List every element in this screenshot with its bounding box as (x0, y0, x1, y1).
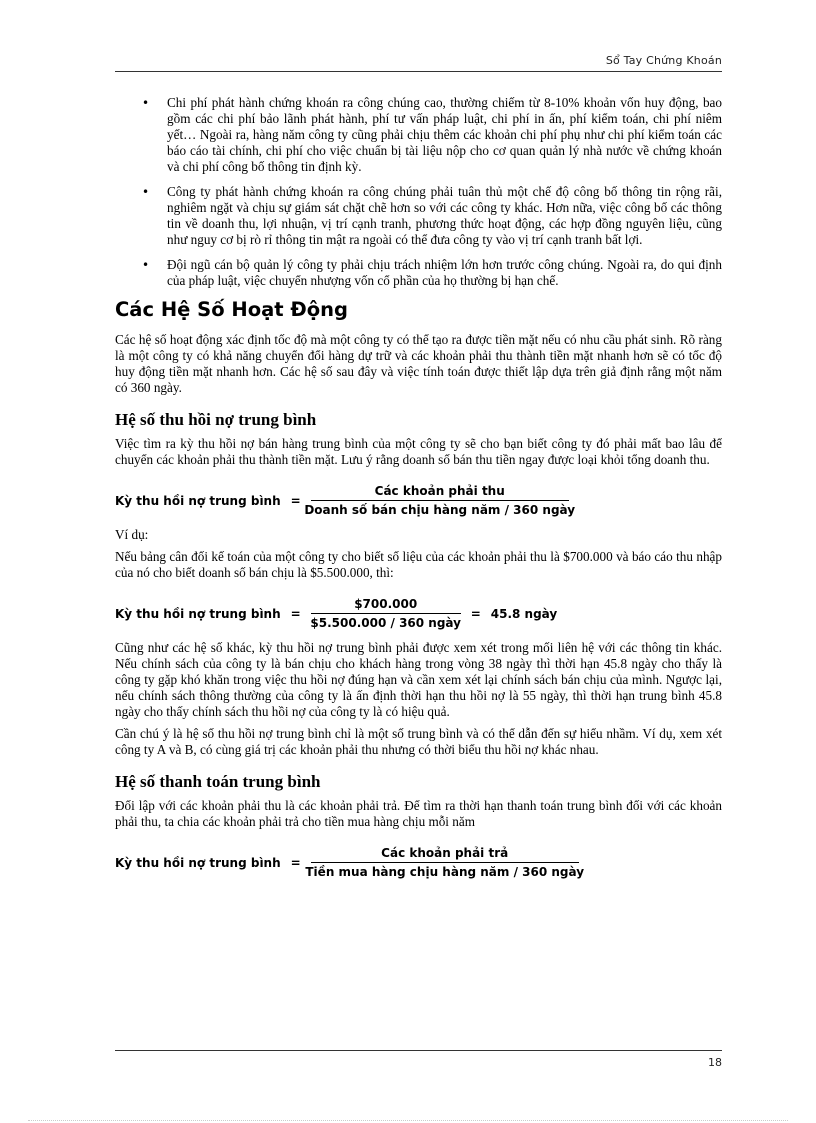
page-number: 18 (708, 1056, 722, 1069)
formula-numerator: Các khoản phải thu (311, 484, 569, 501)
formula-lhs: Kỳ thu hồi nợ trung bình (115, 493, 281, 508)
example-label: Ví dụ: (115, 527, 149, 542)
footer-divider (115, 1050, 722, 1051)
bullet-icon: • (142, 258, 150, 272)
list-item-text: Chi phí phát hành chứng khoán ra công chúng cao, thường chiếm từ 8-10% khoản vốn huy động, bao gồm các chi phí bảo lãnh phát hành, phí tư vấn pháp luật, chi phí in ấn, phí kiểm toán, chi phí niêm yết… Ngoài ra, hàng năm công ty cũng phải chịu thêm các khoản chi phí phụ như chi phí kiểm toán các báo cáo tài chính, chi phí cho việc chuẩn bị tài liệu nộp cho cơ quan quản lý nhà nước về chứng khoán và chi phí công bố thông tin định kỳ. (167, 95, 722, 174)
formula-fraction (305, 846, 585, 879)
paragraph: Cũng như các hệ số khác, kỳ thu hồi nợ trung bình phải được xem xét trong mối liên hệ với các thông tin khác. Nếu chính sách của công ty là bán chịu cho khách hàng trong vòng 38 ngày thì thời hạn 45.8 ngày cho thấy là công ty gặp khó khăn trong việc thu hồi nợ đúng hạn và cần xem xét lại chính sách bán chịu của mình. Ngược lại, nếu chính sách thông thường của công ty là ấn định thời hạn thu hồi nợ là 55 ngày, thì thời hạn trung bình 45.8 ngày cho thấy chính sách thu hồi nợ của công ty là có hiệu quả. (115, 640, 722, 719)
header-divider (115, 71, 722, 72)
list-item-text: Công ty phát hành chứng khoán ra công chúng phải tuân thủ một chế độ công bố thông tin rộng rãi, nghiêm ngặt và chịu sự giám sát chặt chẽ hơn so với các công ty khác. Hơn nữa, việc công bố các thông tin về doanh thu, lợi nhuận, vị trí cạnh tranh, phương thức hoạt động, các hợp đồng nguyên liệu, cũng như nguy cơ bị rò rỉ thông tin mật ra ngoài có thể đưa công ty vào vị trí cạnh tranh bất lợi. (167, 184, 722, 247)
formula-denominator: Doanh số bán chịu hàng năm / 360 ngày (304, 503, 576, 517)
formula-collection-period (115, 484, 722, 517)
formula-denominator: $5.500.000 / 360 ngày (310, 616, 461, 630)
example-text: Nếu bảng cân đối kế toán của một công ty cho biết số liệu của các khoản phải thu là $700.000 và báo cáo thu nhập của nó cho biết doanh số bán chịu là $5.500.000, thì: (115, 549, 722, 580)
bullet-icon: • (142, 96, 150, 110)
subsection-heading-collection-period: Hệ số thu hồi nợ trung bình (115, 410, 317, 429)
formula-equals: = (290, 606, 301, 621)
paragraph: Việc tìm ra kỳ thu hồi nợ bán hàng trung bình của một công ty sẽ cho bạn biết công ty đó phải mất bao lâu để chuyển các khoản phải thu thành tiền mặt. Lưu ý rằng doanh số bán thu tiền ngay được loại khỏi tổng doanh thu. (115, 436, 722, 467)
bullet-icon: • (142, 185, 150, 199)
paragraph: Đối lập với các khoản phải thu là các khoản phải trả. Để tìm ra thời hạn thanh toán trung bình đối với các khoản phải thu, ta chia các khoản phải trả cho tiền mua hàng chịu mỗi năm (115, 798, 722, 829)
running-header: Sổ Tay Chứng Khoán (605, 54, 722, 67)
list-item (115, 184, 722, 248)
list-item (115, 95, 722, 175)
formula-result: 45.8 ngày (490, 606, 558, 621)
list-item (115, 257, 722, 289)
formula-numerator: $700.000 (311, 597, 461, 614)
formula-fraction (304, 484, 576, 517)
section-intro: Các hệ số hoạt động xác định tốc độ mà một công ty có thể tạo ra được tiền mặt nếu có nhu cầu phát sinh. Rõ ràng là một công ty có khả năng chuyển đổi hàng dự trữ và các khoản phải thu thành tiền mặt nhanh hơn sẽ có tốc độ huy động tiền mặt nhanh hơn. Các hệ số sau đây và việc tính toán được thiết lập dựa trên giả định rằng một năm có 360 ngày. (115, 332, 722, 395)
formula-denominator: Tiền mua hàng chịu hàng năm / 360 ngày (305, 865, 585, 879)
list-item-text: Đội ngũ cán bộ quản lý công ty phải chịu trách nhiệm lớn hơn trước công chúng. Ngoài ra, do qui định của pháp luật, việc chuyển nhượng vốn cổ phần của họ thường bị hạn chế. (167, 257, 722, 288)
formula-payment-period (115, 846, 722, 879)
formula-example (115, 597, 722, 630)
formula-lhs: Kỳ thu hồi nợ trung bình (115, 606, 281, 621)
formula-lhs: Kỳ thu hồi nợ trung bình (115, 855, 281, 870)
formula-equals: = (290, 855, 301, 870)
bullet-list (115, 95, 722, 289)
paragraph: Cần chú ý là hệ số thu hồi nợ trung bình chỉ là một số trung bình và có thể dẫn đến sự hiểu nhầm. Ví dụ, xem xét công ty A và B, có cùng giá trị các khoản phải thu nhưng có thời biểu thu hồi nợ khác nhau. (115, 726, 722, 757)
formula-equals: = (470, 606, 481, 621)
formula-fraction (311, 597, 461, 630)
subsection-heading-payment-period: Hệ số thanh toán trung bình (115, 772, 321, 791)
page-edge-dotted-line (28, 1120, 788, 1121)
section-heading: Các Hệ Số Hoạt Động (115, 298, 348, 321)
formula-numerator: Các khoản phải trả (311, 846, 579, 863)
formula-equals: = (290, 493, 301, 508)
page-content (115, 95, 722, 889)
